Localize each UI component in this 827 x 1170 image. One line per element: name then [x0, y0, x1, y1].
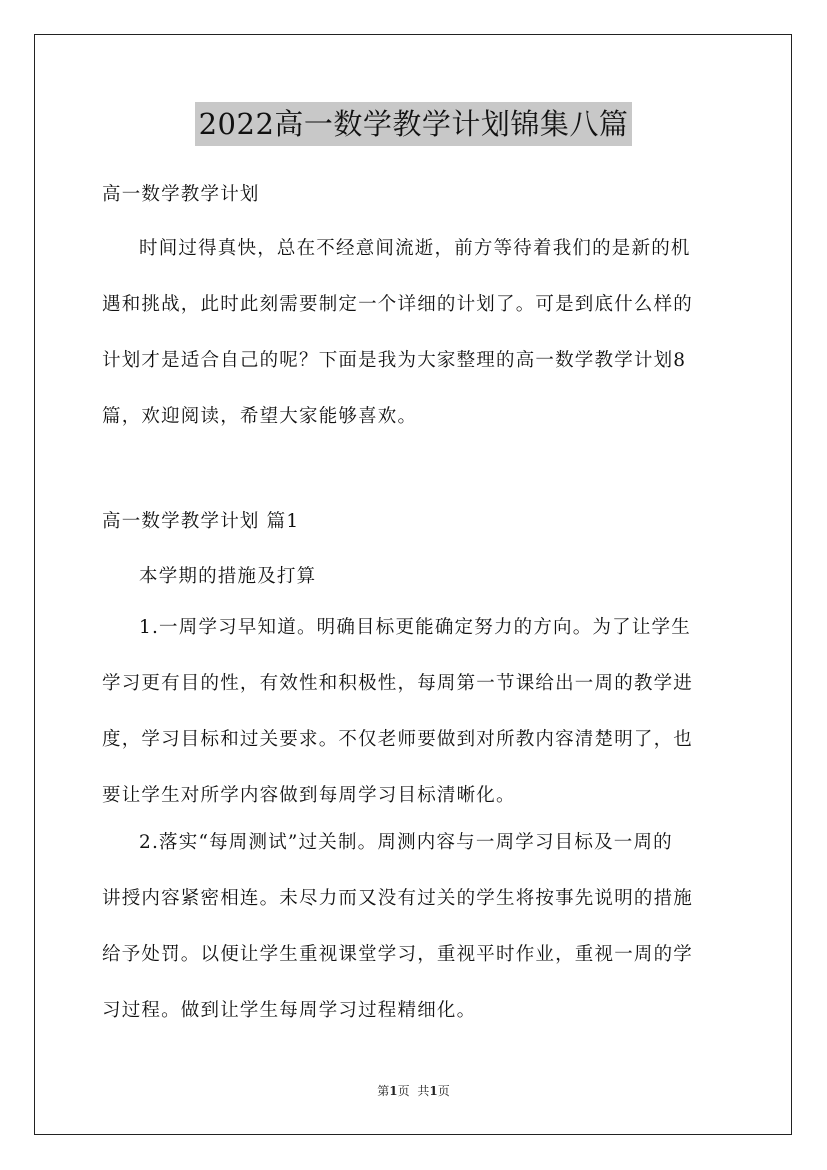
intro-line-3: 计划才是适合自己的呢？下面是我为大家整理的高一数学教学计划8 — [102, 350, 687, 371]
intro-heading: 高一数学教学计划 — [102, 184, 260, 205]
paragraph-2 — [102, 815, 727, 1039]
intro-line-2: 遇和挑战，此时此刻需要制定一个详细的计划了。可是到底什么样的 — [102, 294, 694, 315]
para2-line-4: 习过程。做到让学生每周学习过程精细化。 — [102, 1000, 477, 1021]
para1-line-1: 1.一周学习早知道。明确目标更能确定努力的方向。为了让学生 — [139, 617, 691, 638]
para2-line-2: 讲授内容紧密相连。未尽力而又没有过关的学生将按事先说明的措施 — [102, 888, 694, 909]
footer-total-number: 1 — [429, 1084, 438, 1098]
title-container — [0, 102, 827, 146]
intro-line-4: 篇，欢迎阅读，希望大家能够喜欢。 — [102, 406, 418, 427]
para2-line-3: 给予处罚。以便让学生重视课堂学习，重视平时作业，重视一周的学 — [102, 944, 694, 965]
paragraph-1 — [102, 600, 727, 824]
intro-line-1: 时间过得真快，总在不经意间流逝，前方等待着我们的是新的机 — [139, 238, 691, 259]
para1-line-3: 度，学习目标和过关要求。不仅老师要做到对所教内容清楚明了，也 — [102, 729, 694, 750]
footer-page-prefix: 第 — [377, 1084, 390, 1098]
footer-total-prefix: 共 — [417, 1084, 430, 1098]
footer-page-number: 1 — [389, 1084, 398, 1098]
footer-page-suffix: 页 — [397, 1084, 410, 1098]
intro-paragraph — [102, 221, 727, 445]
para1-line-2: 学习更有目的性，有效性和积极性，每周第一节课给出一周的教学进 — [102, 673, 694, 694]
page-footer — [0, 1082, 827, 1099]
section-heading: 高一数学教学计划 篇1 — [102, 511, 300, 532]
footer-total-suffix: 页 — [437, 1084, 450, 1098]
para1-line-4: 要让学生对所学内容做到每周学习目标清晰化。 — [102, 785, 516, 806]
document-title: 2022高一数学教学计划锦集八篇 — [195, 102, 633, 146]
section-subheading: 本学期的措施及打算 — [139, 566, 317, 587]
para2-line-1: 2.落实“每周测试”过关制。周测内容与一周学习目标及一周的 — [139, 832, 673, 853]
